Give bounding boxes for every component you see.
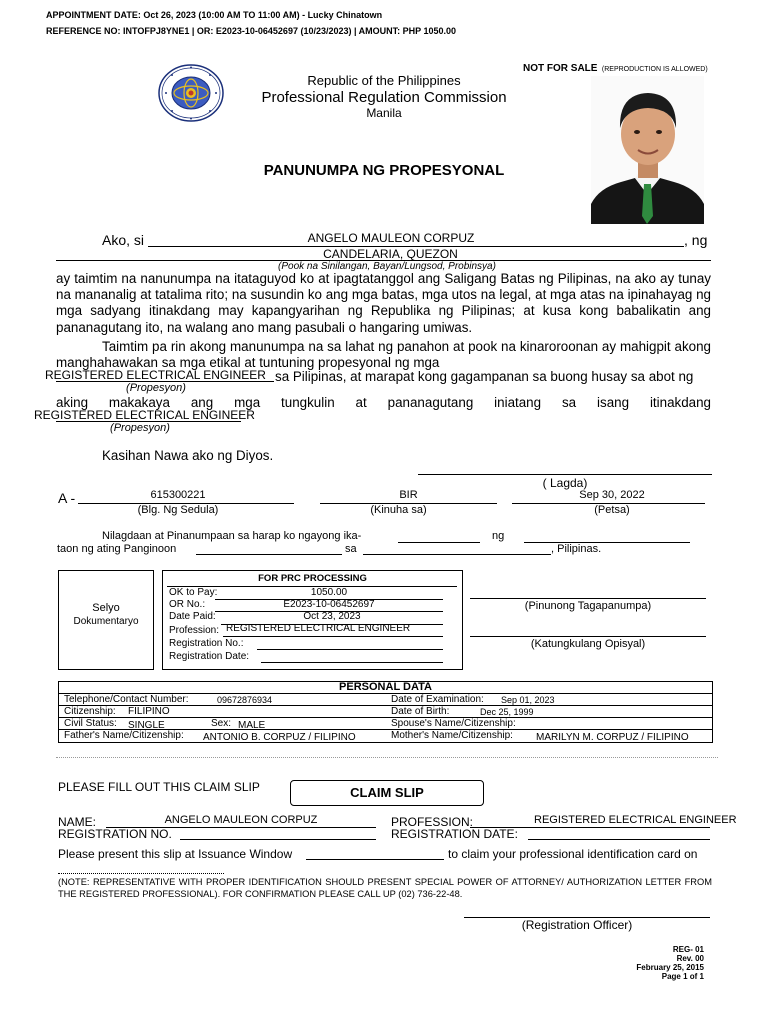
oath-paragraph-2b: sa Pilipinas, at marapat kong gagampanan sa buong husay sa abot ng bbox=[275, 369, 694, 384]
registration-no-underline bbox=[257, 649, 443, 650]
cedula-date: Sep 30, 2022 bbox=[579, 489, 645, 501]
civil-status-value: SINGLE bbox=[128, 720, 165, 731]
administering-officer-line bbox=[470, 598, 706, 599]
administering-officer-caption: (Pinunong Tagapanumpa) bbox=[524, 600, 652, 612]
claim-instruction: PLEASE FILL OUT THIS CLAIM SLIP bbox=[58, 780, 260, 794]
or-no-label: OR No.: bbox=[169, 599, 206, 610]
form-code: REG- 01 bbox=[672, 945, 704, 954]
issued-at-caption: (Kinuha sa) bbox=[370, 504, 427, 516]
republic-heading: Republic of the Philippines bbox=[307, 73, 461, 88]
blessing: Kasihan Nawa ako ng Diyos. bbox=[102, 448, 274, 463]
personal-data-heading: PERSONAL DATA bbox=[339, 681, 432, 693]
claim-regdate-label: REGISTRATION DATE: bbox=[391, 827, 518, 841]
signature-caption: ( Lagda) bbox=[542, 476, 588, 490]
father-label: Father's Name/Citizenship: bbox=[64, 730, 184, 741]
sworn-month-underline bbox=[524, 542, 690, 543]
registration-date-label: Registration Date: bbox=[169, 651, 250, 662]
authorized-officer-line bbox=[470, 636, 706, 637]
date-paid-value: Oct 23, 2023 bbox=[303, 611, 361, 622]
profession-value: REGISTERED ELECTRICAL ENGINEER bbox=[226, 623, 411, 634]
birth-date-label: Date of Birth: bbox=[391, 706, 450, 717]
sex-label: Sex: bbox=[211, 718, 232, 729]
oath-paragraph-3: aking makakaya ang mga tungkulin at pananagutang iniatang sa isang itinakdang bbox=[56, 395, 711, 410]
birth-date-value: Dec 25, 1999 bbox=[480, 707, 534, 717]
claim-present-text-b: to claim your professional identification card on bbox=[448, 847, 698, 861]
claim-regdate-underline bbox=[528, 839, 710, 840]
form-footer bbox=[636, 945, 704, 981]
registration-no-label: Registration No.: bbox=[169, 638, 244, 649]
claim-date-underline bbox=[58, 873, 224, 874]
reference-line: REFERENCE NO: INTOFPJ8YNE1 | OR: E2023-10-06452697 (10/23/2023) | AMOUNT: PHP 1050.00 bbox=[46, 26, 457, 36]
personal-data-rule-3 bbox=[58, 717, 713, 718]
prc-processing-box bbox=[162, 570, 463, 670]
year-underline bbox=[196, 554, 342, 555]
exam-date-value: Sep 01, 2023 bbox=[501, 695, 555, 705]
commission-heading: Professional Regulation Commission bbox=[261, 89, 507, 106]
year-text: taon ng ating Panginoon bbox=[57, 543, 177, 555]
form-page: Page 1 of 1 bbox=[661, 972, 704, 981]
profession-label: Profession: bbox=[169, 625, 220, 636]
claim-name-value: ANGELO MAULEON CORPUZ bbox=[164, 814, 318, 826]
cedula-caption: (Blg. Ng Sedula) bbox=[137, 504, 219, 516]
prc-seal-icon bbox=[158, 64, 224, 122]
cedula-date-caption: (Petsa) bbox=[594, 504, 630, 516]
exam-date-label: Date of Examination: bbox=[391, 694, 484, 705]
document-title: PANUNUMPA NG PROPESYONAL bbox=[263, 162, 505, 179]
sex-value: MALE bbox=[238, 720, 266, 731]
form-date: February 25, 2015 bbox=[636, 963, 704, 972]
claim-regno-underline bbox=[180, 839, 376, 840]
city-underline bbox=[363, 554, 551, 555]
not-for-sale-note bbox=[523, 58, 708, 76]
sworn-text: Nilagdaan at Pinanumpaan sa harap ko ngayong ika- bbox=[102, 530, 362, 542]
profession-underline bbox=[223, 636, 443, 637]
ok-to-pay-label: OK to Pay: bbox=[169, 587, 218, 598]
profession-1-caption: (Propesyon) bbox=[126, 382, 186, 394]
date-paid-label: Date Paid: bbox=[169, 611, 216, 622]
oath-name: ANGELO MAULEON CORPUZ bbox=[307, 231, 475, 245]
sworn-day-underline bbox=[398, 542, 480, 543]
issued-at: BIR bbox=[399, 489, 418, 501]
form-revision: Rev. 00 bbox=[676, 954, 704, 963]
citizenship-label: Citizenship: bbox=[64, 706, 116, 717]
registration-officer-caption: (Registration Officer) bbox=[521, 918, 633, 932]
year-end: , Pilipinas. bbox=[551, 543, 602, 555]
a-prefix: A - bbox=[58, 490, 76, 506]
or-no-value: E2023-10-06452697 bbox=[283, 599, 375, 610]
birthplace-caption: (Pook na Sinilangan, Bayan/Lungsod, Probinsya) bbox=[278, 261, 496, 272]
claim-profession-label: PROFESSION: bbox=[391, 815, 474, 829]
claim-present-text-a: Please present this slip at Issuance Window bbox=[58, 847, 293, 861]
year-sa: sa bbox=[345, 543, 357, 555]
oath-paragraph-1: ay taimtim na nanunumpa na itataguyod ko at ipagtatanggol ang Saligang Batas ng Pilipinas, na ako ay tunay na mananalig at tatalima rito; na susundin ko ang mga batas, mga utos na legal, at mga atas na ipinahayag ng mga sadyang itinakdang may kapangyarihan ng Republika ng Pilipinas; at kusa kong babalikatin ang pananagutang ito, na walang ano mang pasubali o hangaring umiwas. bbox=[56, 271, 711, 335]
mother-value: MARILYN M. CORPUZ / FILIPINO bbox=[536, 732, 689, 743]
oath-paragraph-2: Taimtim pa rin akong manunumpa na sa lahat ng panahon at pook na kinaroroonan ay mahigpit akong manghahawakan sa mga etikal at tuntuning propesyonal ng mga bbox=[56, 339, 711, 371]
claim-name-label: NAME: bbox=[58, 815, 97, 829]
applicant-photo bbox=[591, 76, 704, 224]
profession-1: REGISTERED ELECTRICAL ENGINEER bbox=[45, 368, 266, 382]
father-value: ANTONIO B. CORPUZ / FILIPINO bbox=[203, 732, 356, 743]
not-for-sale-label: NOT FOR SALE bbox=[523, 63, 598, 74]
processing-heading: FOR PRC PROCESSING bbox=[258, 573, 367, 584]
civil-status-label: Civil Status: bbox=[64, 718, 117, 729]
claim-profession-value: REGISTERED ELECTRICAL ENGINEER bbox=[534, 814, 737, 826]
appointment-line: APPOINTMENT DATE: Oct 26, 2023 (10:00 AM TO 11:00 AM) - Lucky Chinatown bbox=[46, 10, 383, 20]
cut-line bbox=[56, 757, 718, 758]
claim-regno-label: REGISTRATION NO. bbox=[58, 827, 172, 841]
sworn-ng: ng bbox=[492, 530, 505, 542]
phone-label: Telephone/Contact Number: bbox=[64, 694, 189, 705]
ng-label: , ng bbox=[684, 232, 708, 248]
selyo-label: Selyo bbox=[92, 602, 120, 614]
signature-line bbox=[418, 474, 712, 475]
issuance-window-underline bbox=[306, 859, 444, 860]
mother-label: Mother's Name/Citizenship: bbox=[391, 730, 513, 741]
reproduction-note: (REPRODUCTION IS ALLOWED) bbox=[601, 66, 708, 73]
profession-2-caption: (Propesyon) bbox=[110, 422, 170, 434]
spouse-label: Spouse's Name/Citizenship: bbox=[391, 718, 516, 729]
ako-si-label: Ako, si bbox=[102, 232, 145, 248]
phone-value: 09672876934 bbox=[217, 695, 273, 705]
registration-date-underline bbox=[261, 662, 443, 663]
claim-slip-title: CLAIM SLIP bbox=[290, 780, 484, 806]
birthplace: CANDELARIA, QUEZON bbox=[323, 247, 458, 261]
prc-seal bbox=[158, 64, 224, 122]
documentary-stamp-box bbox=[58, 570, 154, 670]
ok-to-pay-value: 1050.00 bbox=[310, 587, 348, 598]
city-heading: Manila bbox=[366, 106, 402, 120]
profession-2: REGISTERED ELECTRICAL ENGINEER bbox=[34, 408, 255, 422]
authorized-officer-caption: (Katungkulang Opisyal) bbox=[530, 638, 646, 650]
dokumentaryo-label: Dokumentaryo bbox=[73, 616, 139, 627]
citizenship-value: FILIPINO bbox=[128, 706, 170, 717]
cedula-number: 615300221 bbox=[150, 489, 206, 501]
applicant-photo-icon bbox=[591, 76, 704, 224]
claim-note: (NOTE: REPRESENTATIVE WITH PROPER IDENTIFICATION SHOULD PRESENT SPECIAL POWER OF ATTORNEY/ AUTHORIZATION LETTER FROM THE REGISTERED PROFESSIONAL). FOR CONFIRMATION PLEASE CALL UP (02) 736-22-48. bbox=[58, 877, 712, 899]
